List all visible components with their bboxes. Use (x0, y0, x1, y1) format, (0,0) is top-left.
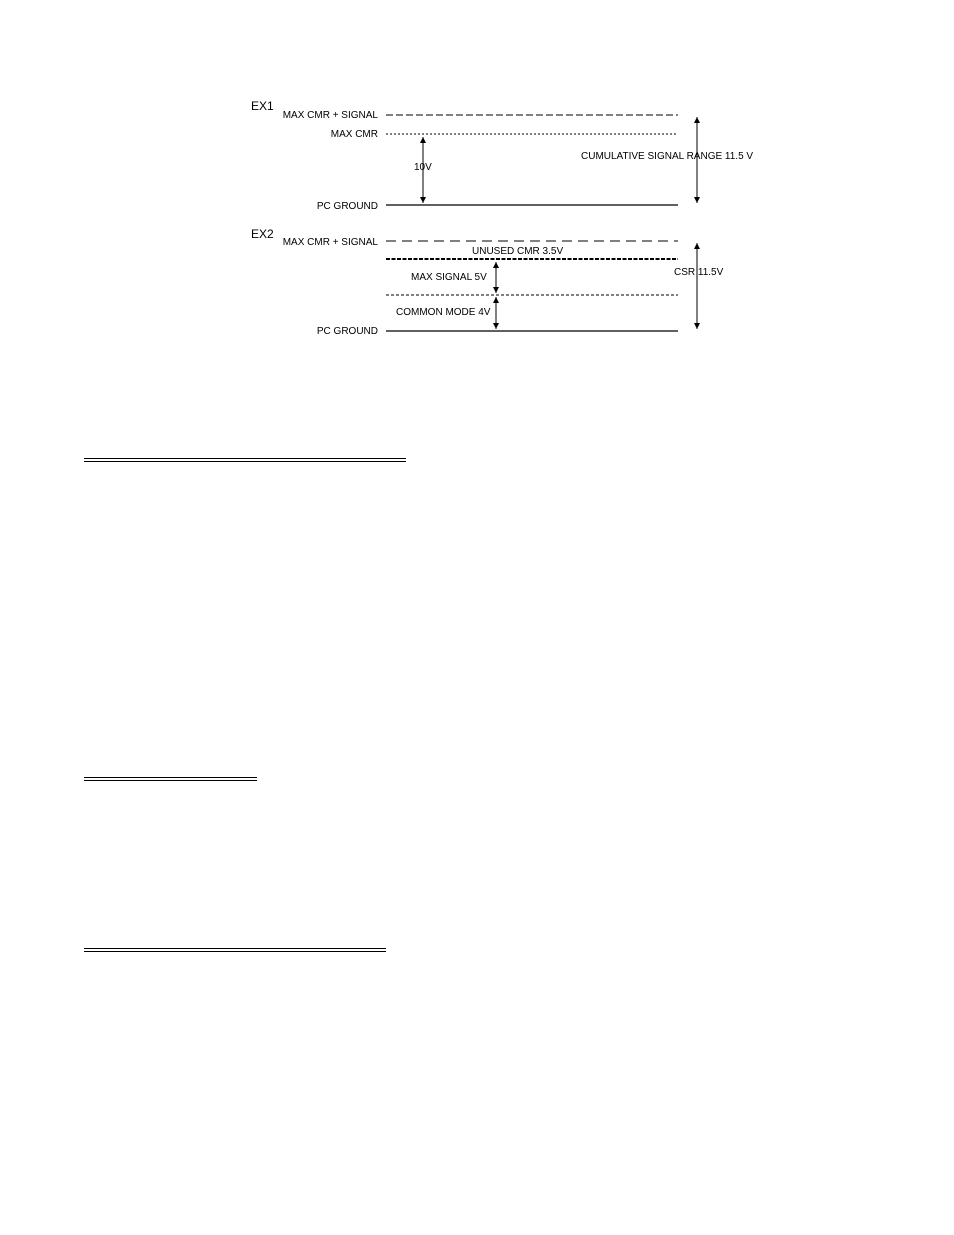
ex1-10v-label: 10V (414, 162, 432, 173)
ex2-max-signal-label: MAX SIGNAL 5V (411, 272, 487, 283)
ex1-tag: EX1 (251, 99, 274, 113)
ex2-common-mode-label: COMMON MODE 4V (396, 307, 491, 318)
section-rule-1 (84, 458, 406, 462)
section-rule-2 (84, 777, 257, 781)
ex1-pc-ground-label: PC GROUND (316, 201, 378, 212)
ex2-unused-cmr-label: UNUSED CMR 3.5V (472, 246, 564, 257)
ex2-csr-label: CSR 11.5V (674, 267, 724, 278)
ex1-cumulative-label: CUMULATIVE SIGNAL RANGE 11.5 V (581, 151, 754, 162)
cmr-signal-range-diagram (0, 0, 954, 400)
section-rule-3 (84, 948, 386, 952)
ex2-pc-ground-label: PC GROUND (316, 326, 378, 337)
ex2-max-cmr-signal-label: MAX CMR + SIGNAL (282, 237, 378, 248)
ex1-max-cmr-label: MAX CMR (330, 129, 378, 140)
ex1-max-cmr-signal-label: MAX CMR + SIGNAL (282, 110, 378, 121)
ex2-tag: EX2 (251, 227, 274, 241)
